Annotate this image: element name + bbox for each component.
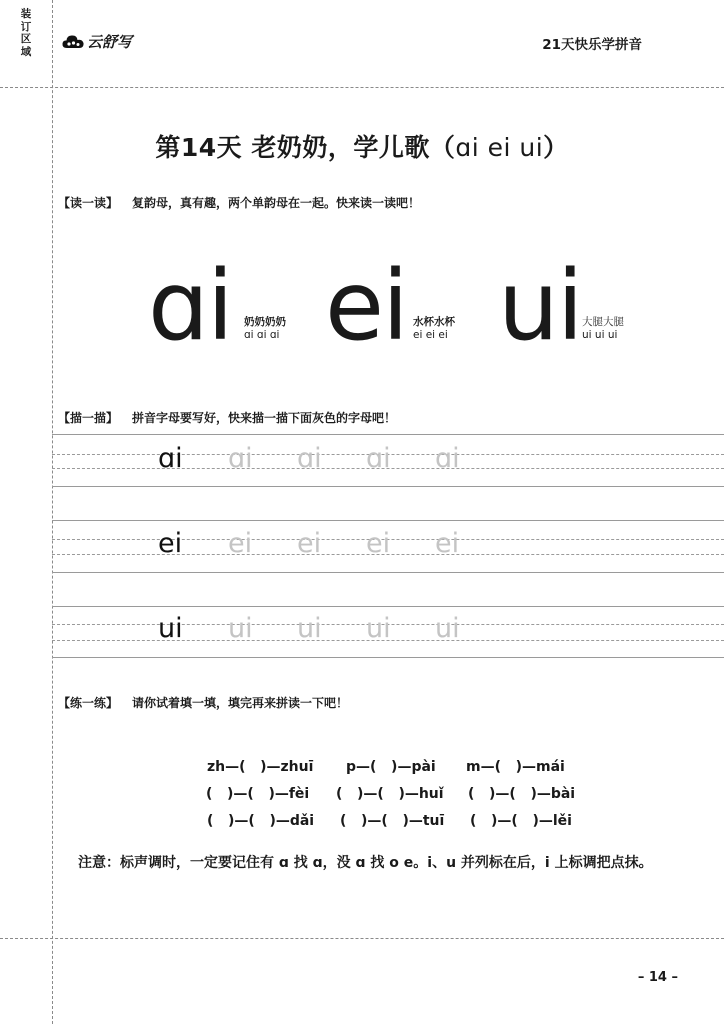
title-text: 第14天 老奶奶，学儿歌（ bbox=[155, 133, 456, 162]
writing-line bbox=[52, 434, 724, 435]
vowel-letter-ui: ui bbox=[498, 250, 582, 362]
page-number: – 14 – bbox=[637, 970, 678, 985]
publisher-logo bbox=[62, 31, 132, 51]
footer-divider bbox=[0, 938, 724, 939]
practice-section-heading bbox=[58, 694, 348, 711]
practice-item[interactable]: ( )—( )—lěi bbox=[470, 813, 572, 829]
trace-section-label: 【描一描】 bbox=[58, 411, 119, 425]
title-close-paren: ） bbox=[543, 133, 569, 162]
trace-gray-letter[interactable]: ui bbox=[297, 613, 322, 644]
practice-item[interactable]: ( )—( )—tuī bbox=[340, 813, 445, 829]
trace-gray-letter[interactable]: ei bbox=[228, 528, 253, 559]
practice-item[interactable]: p—( )—pài bbox=[346, 759, 436, 775]
trace-model-ai: ɑi bbox=[158, 443, 183, 474]
writing-line bbox=[52, 520, 724, 521]
title-pinyin: ɑi ei ui bbox=[455, 133, 544, 162]
trace-gray-letter[interactable]: ei bbox=[297, 528, 322, 559]
writing-line bbox=[52, 486, 724, 487]
trace-gray-letter[interactable]: ei bbox=[366, 528, 391, 559]
trace-section-instruction: 拼音字母要写好，快来描一描下面灰色的字母吧！ bbox=[132, 411, 397, 425]
practice-item[interactable]: ( )—( )—bài bbox=[468, 786, 576, 802]
read-section-heading bbox=[58, 194, 420, 211]
binding-area-label: 装订区域 bbox=[20, 8, 32, 58]
cloud-icon bbox=[62, 34, 84, 49]
trace-model-ui: ui bbox=[158, 613, 183, 644]
trace-gray-letter[interactable]: ɑi bbox=[297, 443, 322, 474]
trace-gray-letter[interactable]: ui bbox=[366, 613, 391, 644]
trace-gray-letter[interactable]: ei bbox=[435, 528, 460, 559]
writing-line bbox=[52, 657, 724, 658]
practice-section-instruction: 请你试着填一填，填完再来拼读一下吧！ bbox=[132, 696, 349, 710]
page-title bbox=[0, 128, 724, 164]
trace-gray-letter[interactable]: ui bbox=[435, 613, 460, 644]
logo-text: 云舒写 bbox=[87, 32, 133, 51]
trace-gray-letter[interactable]: ɑi bbox=[435, 443, 460, 474]
practice-item[interactable]: ( )—( )—fèi bbox=[206, 786, 310, 802]
read-section-label: 【读一读】 bbox=[58, 196, 119, 210]
practice-section-label: 【练一练】 bbox=[58, 696, 119, 710]
trace-gray-letter[interactable]: ui bbox=[228, 613, 253, 644]
writing-line bbox=[52, 572, 724, 573]
book-title: 21天快乐学拼音 bbox=[542, 37, 642, 53]
read-section-instruction: 复韵母，真有趣，两个单韵母在一起。快来读一读吧！ bbox=[132, 196, 421, 210]
trace-model-ei: ei bbox=[158, 528, 183, 559]
vowel-caption-ai: 奶奶奶奶 ɑi ɑi ɑi bbox=[244, 316, 286, 341]
trace-gray-letter[interactable]: ɑi bbox=[366, 443, 391, 474]
vowel-letter-ai: ɑi bbox=[148, 250, 232, 362]
practice-item[interactable]: zh—( )—zhuī bbox=[207, 759, 314, 775]
vowel-caption-ui: 大腿大腿 ui ui ui bbox=[582, 316, 624, 341]
vowel-caption-ei: 水杯水杯 ei ei ei bbox=[413, 316, 455, 341]
vowel-letter-ei: ei bbox=[325, 250, 407, 362]
writing-line bbox=[52, 606, 724, 607]
trace-section-heading bbox=[58, 409, 396, 426]
practice-item[interactable]: ( )—( )—dǎi bbox=[207, 813, 315, 829]
tone-rule-note: 注意：标声调时，一定要记住有 ɑ 找 ɑ，没 ɑ 找 o e。i、u 并列标在后，i 上标调把点抹。 bbox=[78, 855, 653, 871]
practice-item[interactable]: ( )—( )—huǐ bbox=[336, 786, 444, 802]
practice-item[interactable]: m—( )—mái bbox=[466, 759, 565, 775]
trace-gray-letter[interactable]: ɑi bbox=[228, 443, 253, 474]
header-divider bbox=[0, 87, 724, 88]
